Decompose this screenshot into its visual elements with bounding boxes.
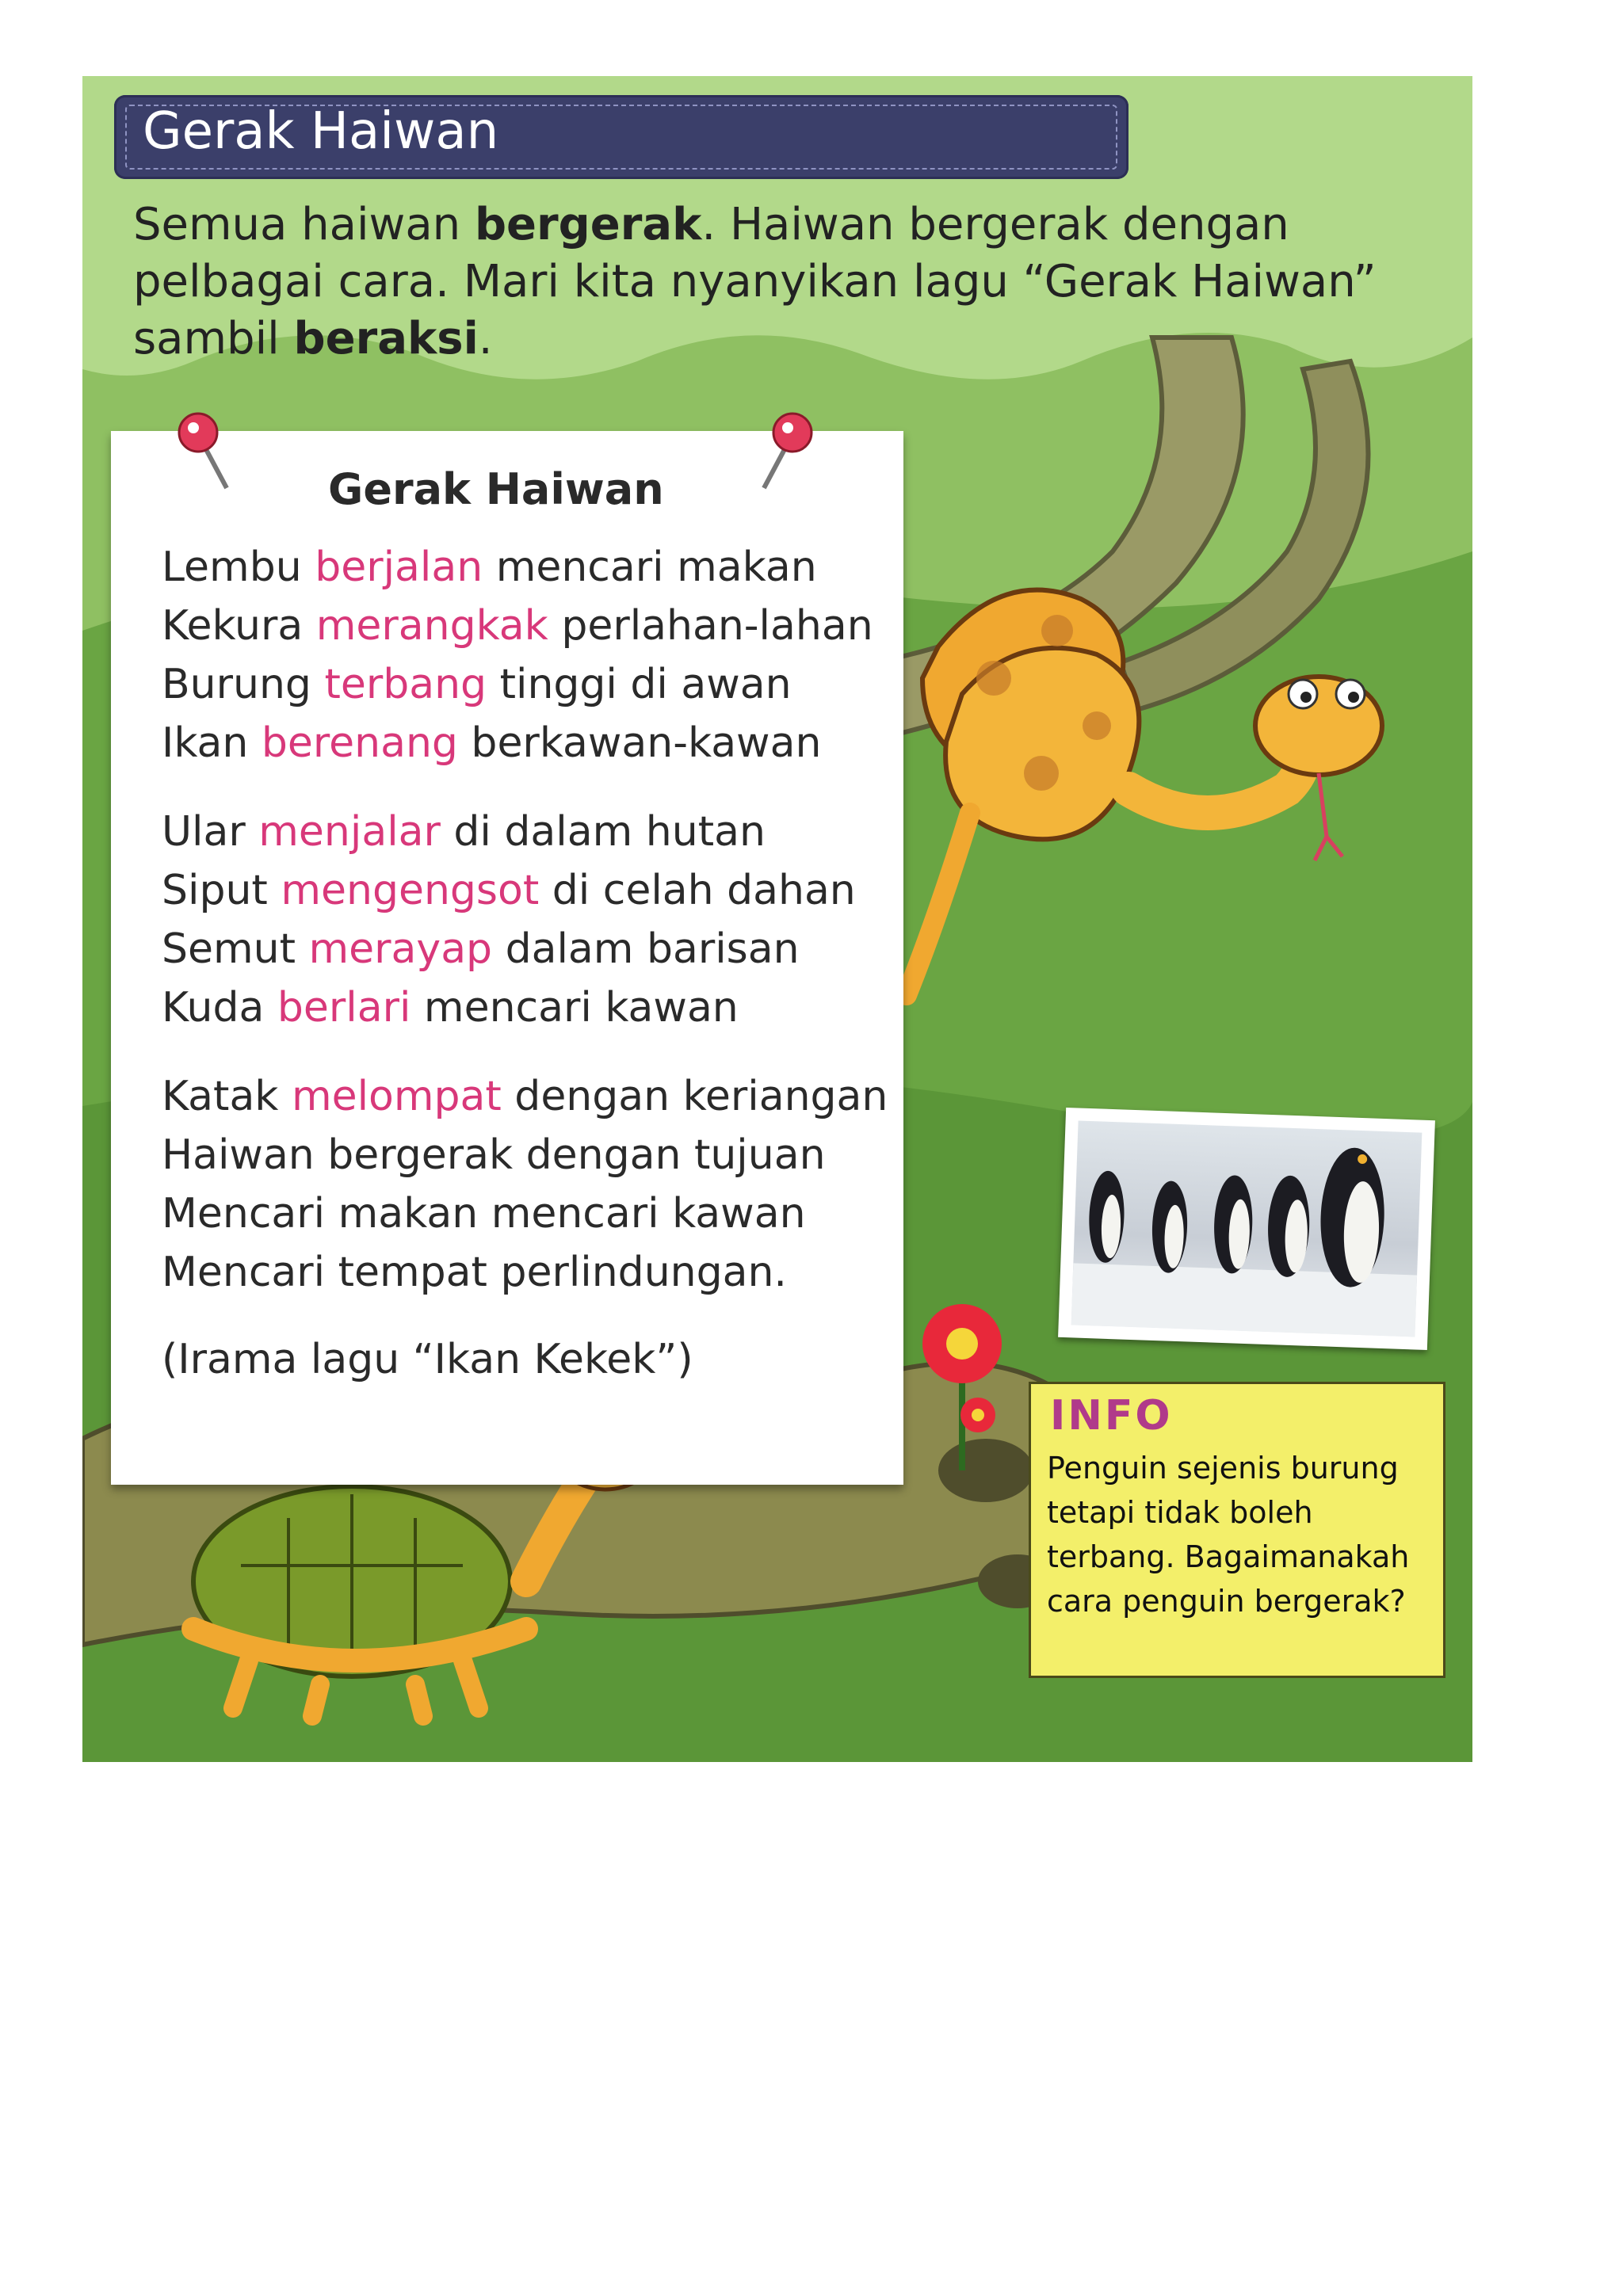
poem-line-8: Kuda berlari mencari kawan (162, 984, 739, 1032)
penguin-photo-image (1071, 1121, 1423, 1337)
textbook-page (82, 76, 1472, 1762)
poem-line-10: Haiwan bergerak dengan tujuan (162, 1131, 826, 1179)
poem-line-5: Ular menjalar di dalam hutan (162, 808, 766, 856)
poem-title: Gerak Haiwan (328, 464, 664, 514)
info-line-1: Penguin sejenis burung (1047, 1451, 1399, 1486)
intro-bold-2: beraksi (293, 313, 479, 364)
intro-text-1: Semua haiwan (133, 199, 475, 250)
info-heading: INFO (1050, 1392, 1173, 1440)
pushpin-right-icon (753, 409, 816, 496)
root-hole (938, 1439, 1033, 1502)
penguin-photo (1058, 1108, 1435, 1350)
intro-text-2: . Haiwan bergerak dengan pelbagai cara. Mari kita nyanyikan lagu “Gerak Haiwan” sambil (133, 199, 1377, 364)
poem-line-4: Ikan berenang berkawan-kawan (162, 719, 822, 767)
intro-text-3: . (478, 313, 493, 364)
page-title: Gerak Haiwan (143, 102, 499, 161)
pushpin-left-icon (174, 409, 238, 496)
poem-line-3: Burung terbang tinggi di awan (162, 661, 792, 708)
info-box (1029, 1382, 1445, 1678)
intro-paragraph (133, 196, 1449, 368)
poem-line-11: Mencari makan mencari kawan (162, 1190, 806, 1238)
poem-line-12: Mencari tempat perlindungan. (162, 1249, 787, 1296)
intro-bold-1: bergerak (474, 199, 702, 250)
poem-line-1: Lembu berjalan mencari makan (162, 543, 817, 591)
info-text (1047, 1446, 1427, 1623)
poem-line-7: Semut merayap dalam barisan (162, 925, 800, 973)
penguins-icon (1071, 1121, 1423, 1337)
info-line-2: tetapi tidak boleh (1047, 1495, 1313, 1530)
poem-line-2: Kekura merangkak perlahan-lahan (162, 602, 873, 650)
poem-credit: (Irama lagu “Ikan Kekek”) (162, 1336, 693, 1383)
poem-line-9: Katak melompat dengan keriangan (162, 1073, 888, 1120)
info-line-3: terbang. Bagaimanakah (1047, 1539, 1410, 1574)
poem-line-6: Siput mengengsot di celah dahan (162, 867, 856, 914)
info-line-4: cara penguin bergerak? (1047, 1584, 1406, 1619)
